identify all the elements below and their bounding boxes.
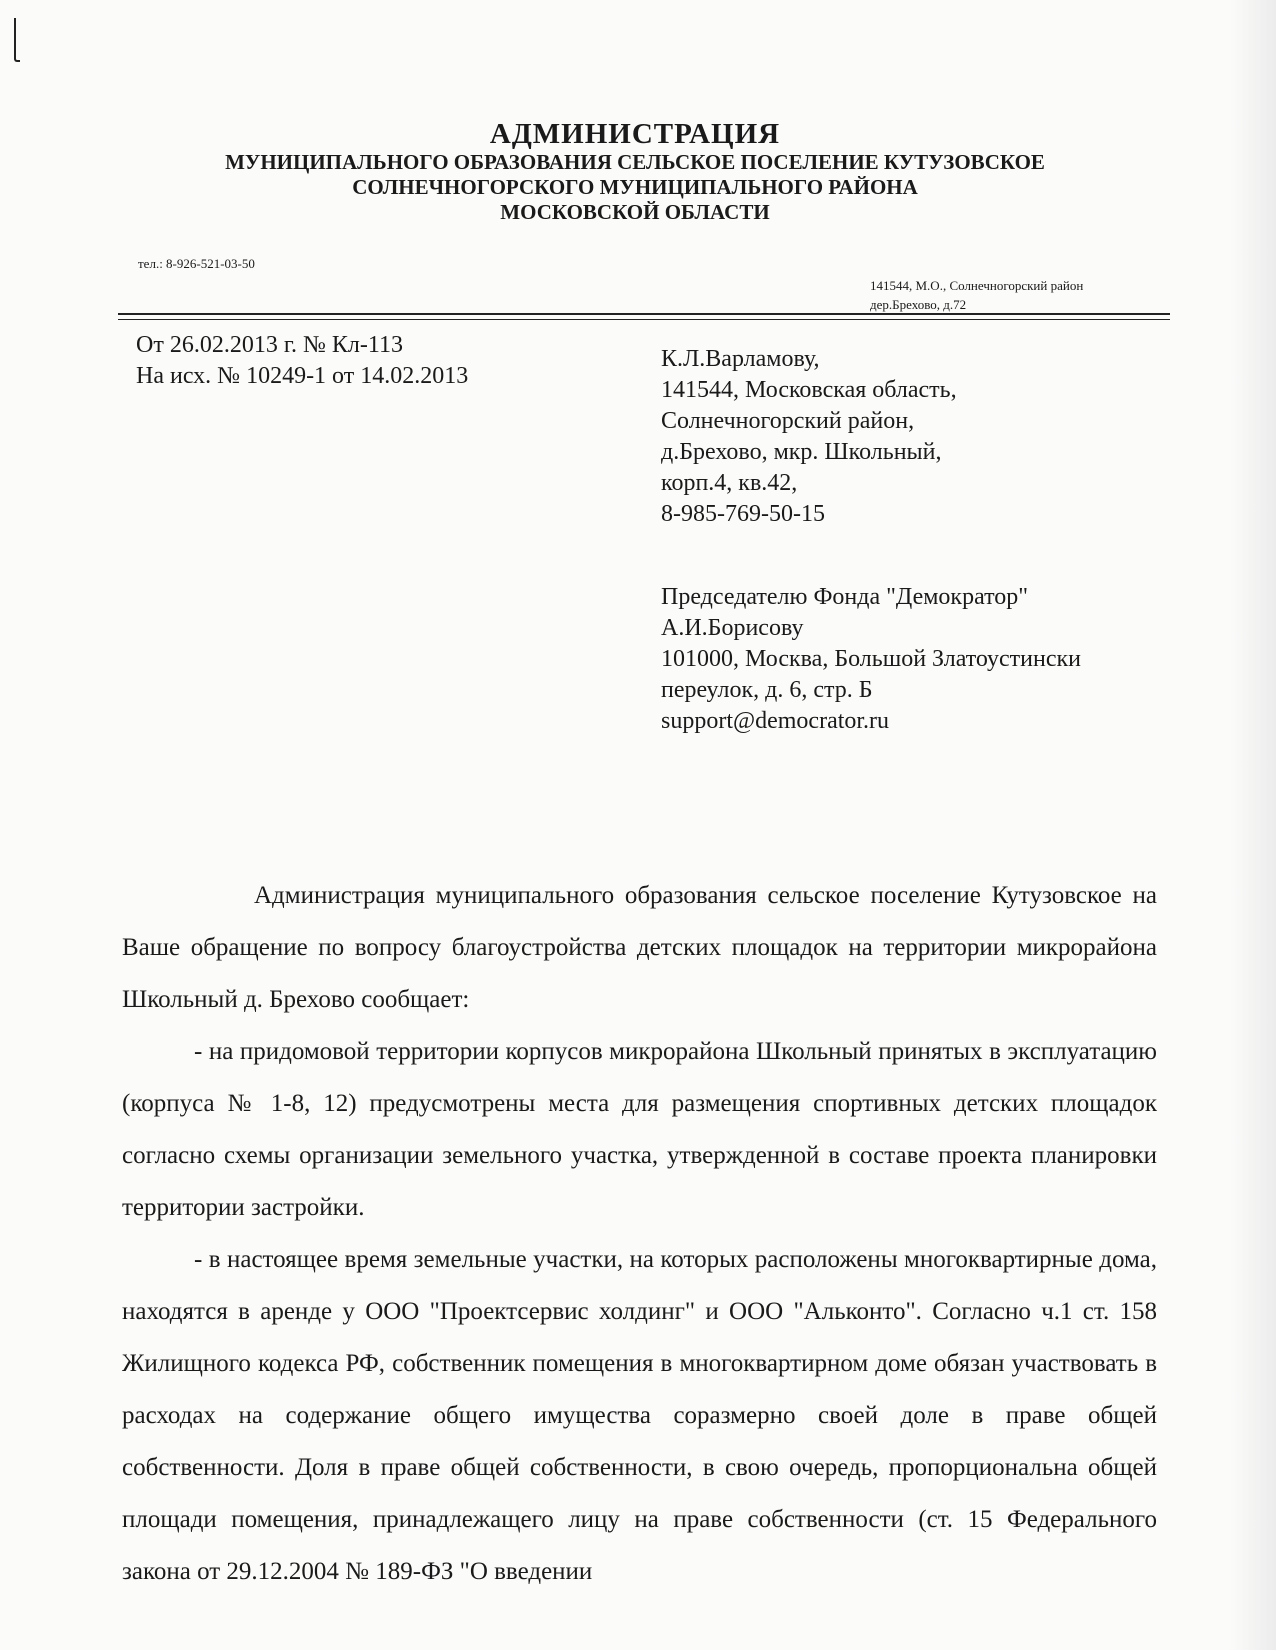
body-paragraph: - в настоящее время земельные участки, на которых расположены многоквартирные дома, находятся в аренде у ООО "Проектсервис холдинг" и ООО "Альконто". Согласно ч.1 ст. 158 Жилищного кодекса РФ, собственник помещения в многоквартирном доме обязан участвовать в расходах на содержание общего имущества соразмерно своей доле в праве общей собственности. Доля в праве общей собственности, в свою очередь, пропорциональна общей площади помещения, принадлежащего лицу на праве собственности (ст. 15 Федерального закона от 29.12.2004 № 189-ФЗ "О введении [122, 1246, 1157, 1585]
body-paragraph: Администрация муниципального образования сельское поселение Кутузовское на Ваше обращение по вопросу благоустройства детских площадок на территории микрорайона Школьный д. Брехово сообщает: [122, 882, 1157, 1013]
org-address [870, 276, 1083, 314]
recipient-line: 141544, Московская область, [661, 377, 957, 403]
recipient-block-2 [661, 582, 1166, 737]
outgoing-reference [136, 330, 468, 392]
ref-number: От 26.02.2013 г. № Кл-113 [136, 332, 403, 358]
recipient-line: 101000, Москва, Большой Златоустински [661, 646, 1081, 672]
header-rule-thin [118, 319, 1170, 320]
recipient-email: support@democrator.ru [661, 708, 890, 734]
scan-edge [1230, 0, 1276, 1650]
letter-body [122, 870, 1157, 1598]
org-address-line: дер.Брехово, д.72 [870, 297, 967, 312]
recipient-line: 8-985-769-50-15 [661, 501, 825, 527]
org-region-line: МОСКОВСКОЙ ОБЛАСТИ [500, 200, 770, 224]
org-district-line: СОЛНЕЧНОГОРСКОГО МУНИЦИПАЛЬНОГО РАЙОНА [352, 175, 918, 199]
recipient-line: переулок, д. 6, стр. Б [661, 677, 873, 703]
recipient-block-1 [661, 344, 1166, 530]
org-address-line: 141544, М.О., Солнечногорский район [870, 278, 1084, 293]
org-phone: тел.: 8-926-521-03-50 [138, 256, 255, 271]
letterhead [120, 118, 1150, 225]
body-paragraph: - на придомовой территории корпусов микрорайона Школьный принятых в эксплуатацию (корпуса № 1-8, 12) предусмотрены места для размещения спортивных детских площадок согласно схемы организации земельного участка, утвержденной в составе проекта планировки территории застройки. [122, 1038, 1157, 1221]
recipient-line: К.Л.Варламову, [661, 346, 820, 372]
recipient-line: Солнечногорский район, [661, 408, 915, 434]
recipient-line: д.Брехово, мкр. Школьный, [661, 439, 942, 465]
org-name-line: МУНИЦИПАЛЬНОГО ОБРАЗОВАНИЯ СЕЛЬСКОЕ ПОСЕЛЕНИЕ КУТУЗОВСКОЕ [225, 150, 1045, 174]
recipient-line: А.И.Борисову [661, 615, 804, 641]
org-title: АДМИНИСТРАЦИЯ [489, 118, 781, 150]
ref-incoming: На исх. № 10249-1 от 14.02.2013 [136, 363, 469, 389]
recipient-line: корп.4, кв.42, [661, 470, 798, 496]
binder-mark [14, 18, 20, 62]
header-rule [118, 313, 1170, 315]
recipient-line: Председателю Фонда "Демократор" [661, 584, 1029, 610]
